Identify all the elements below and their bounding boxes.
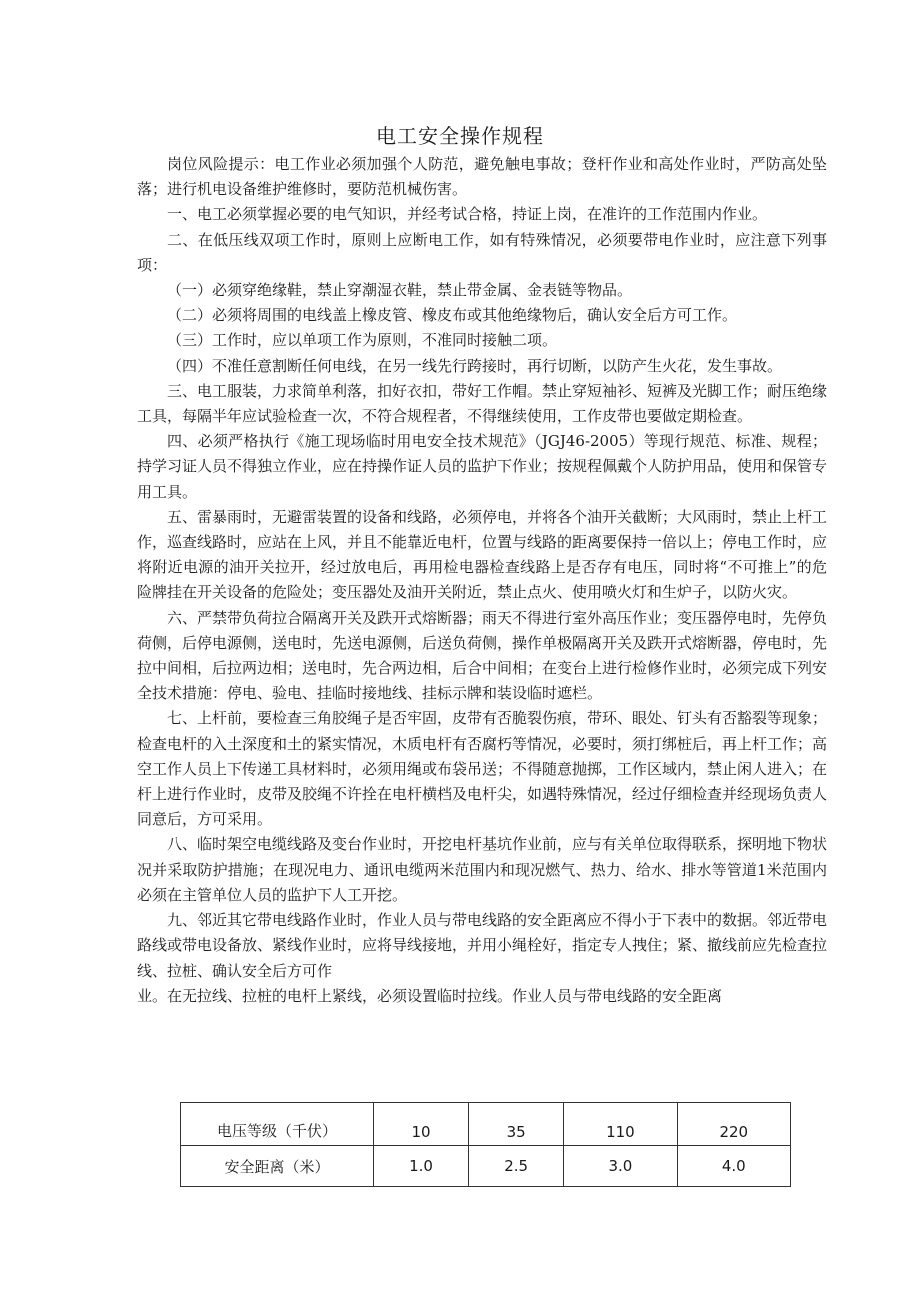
paragraph-9: 九、邻近其它带电线路作业时，作业人员与带电线路的安全距离应不得小于下表中的数据。邻近带电路线或带电设备放、紧线作业时，应将导线接地，并用小绳栓好，指定专人拽住；紧、撤线前应先检查拉线、拉桩、确认安全后方可作 <box>137 911 828 980</box>
document-body <box>137 152 827 1009</box>
paragraph-2-item-4: （四）不准任意割断任何电线，在另一线先行跨接时，再行切断，以防产生火花，发生事故。 <box>167 356 783 375</box>
paragraph-6: 六、严禁带负荷拉合隔离开关及跌开式熔断器；雨天不得进行室外高压作业；变压器停电时，先停负荷侧，后停电源侧，送电时，先送电源侧，后送负荷侧，操作单极隔离开关及跌开式熔断器，停电时，先拉中间相，后拉两边相；送电时，先合两边相，后合中间相；在变台上进行检修作业时，必须完成下列安全技术措施：停电、验电、挂临时接地线、挂标示牌和装设临时遮栏。 <box>137 608 828 703</box>
paragraph-2-item-2: （二）必须将周围的电线盖上橡皮管、橡皮布或其他绝缘物后，确认安全后方可工作。 <box>167 306 738 325</box>
paragraph-1: 一、电工必须掌握必要的电气知识，并经考试合格，持证上岗，在准许的工作范围内作业。 <box>167 205 768 224</box>
paragraph-risk-notice: 岗位风险提示：电工作业必须加强个人防范，避免触电事故；登杆作业和高处作业时，严防高处坠落；进行机电设备维护维修时，要防范机械伤害。 <box>137 155 827 199</box>
table-cell-label: 安全距离（米） <box>181 1146 374 1187</box>
paragraph-9-continued: 业。在无拉线、拉桩的电杆上紧线，必须设置临时拉线。作业人员与带电线路的安全距离 <box>137 986 723 1005</box>
paragraph-8: 八、临时架空电缆线路及变台作业时，开挖电杆基坑作业前，应与有关单位取得联系，探明地下物状况并采取防护措施；在现况电力、通讯电缆两米范围内和现况燃气、热力、给水、排水等管道1米范围内必须在主管单位人员的监护下人工开挖。 <box>137 835 828 904</box>
paragraph-2: 二、在低压线双项工作时，原则上应断电工作，如有特殊情况，必须要带电作业时，应注意下列事项： <box>137 230 827 274</box>
paragraph-3: 三、电工服装，力求简单利落，扣好衣扣，带好工作帽。禁止穿短袖衫、短裤及光脚工作；耐压绝缘工具，每隔半年应试验检查一次，不符合规程者，不得继续使用，工作皮带也要做定期检查。 <box>137 381 828 426</box>
table-row-distance <box>181 1146 791 1187</box>
table-cell-label: 电压等级（千伏） <box>181 1103 374 1146</box>
paragraph-4: 四、必须严格执行《施工现场临时用电安全技术规范》（JGJ46-2005）等现行规范、标准、规程；持学习证人员不得独立作业，应在持操作证人员的监护下作业；按规程佩戴个人防护用品，使用和保管专用工具。 <box>137 432 828 501</box>
table-cell: 35 <box>469 1103 564 1146</box>
safety-distance-table <box>180 1102 791 1187</box>
paragraph-2-item-1: （一）必须穿绝缘鞋，禁止穿潮湿衣鞋，禁止带金属、金表链等物品。 <box>167 281 633 300</box>
table-cell: 110 <box>564 1103 677 1146</box>
table-cell: 2.5 <box>469 1146 564 1187</box>
table-cell: 3.0 <box>564 1146 677 1187</box>
table-cell: 4.0 <box>677 1146 790 1187</box>
table-cell: 10 <box>374 1103 469 1146</box>
document-title: 电工安全操作规程 <box>376 124 544 148</box>
paragraph-7: 七、上杆前，要检查三角胶绳子是否牢固，皮带有否脆裂伤痕，带环、眼处、钉头有否豁裂等现象；检查电杆的入土深度和土的紧实情况，木质电杆有否腐朽等情况，必要时，须打绑桩后，再上杆工作；高空工作人员上下传递工具材料时，必须用绳或布袋吊送；不得随意抛掷，工作区域内，禁止闲人进入；在杆上进行作业时，皮带及胶绳不许拴在电杆横档及电杆尖，如遇特殊情况，经过仔细检查并经现场负责人同意后，方可采用。 <box>137 709 828 829</box>
paragraph-5: 五、雷暴雨时，无避雷装置的设备和线路，必须停电，并将各个油开关截断；大风雨时，禁止上杆工作，巡查线路时，应站在上风，并且不能靠近电杆，位置与线路的距离要保持一倍以上；停电工作时，应将附近电源的油开关拉开，经过放电后，再用检电器检查线路上是否存有电压，同时将“不可推上”的危险牌挂在开关设备的危险处；变压器处及油开关附近，禁止点火、使用喷火灯和生炉子，以防火灾。 <box>137 507 828 602</box>
table-row-voltage <box>181 1103 791 1146</box>
table-cell: 1.0 <box>374 1146 469 1187</box>
table-cell: 220 <box>677 1103 790 1146</box>
paragraph-2-item-3: （三）工作时，应以单项工作为原则，不准同时接触二项。 <box>167 331 558 350</box>
